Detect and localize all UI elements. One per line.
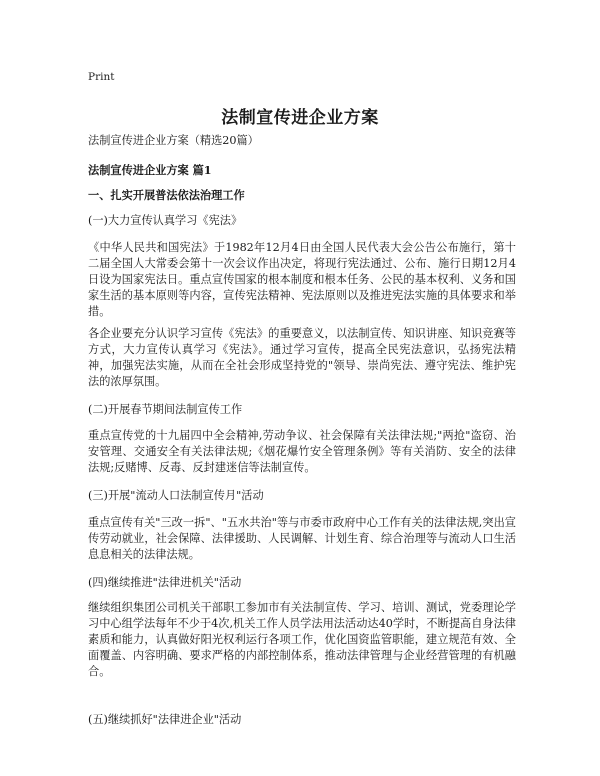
subheading-3: (三)开展"流动人口法制宣传月"活动 — [88, 489, 264, 502]
subheading-5: (五)继续抓好"法律进企业"活动 — [88, 713, 242, 726]
section-heading-1: 一、扎实开展普法依法治理工作 — [88, 188, 245, 202]
section-title: 法制宣传进企业方案 篇1 — [88, 163, 212, 177]
subheading-1: (一)大力宣传认真学习《宪法》 — [88, 214, 243, 227]
print-label[interactable]: Print — [88, 71, 115, 83]
paragraph-3: 重点宣传党的十九届四中全会精神,劳动争议、社会保障有关法律法规;"两抢"盗窃、治安管理、交通安全有关法律法规;《烟花爆竹安全管理条例》等有关消防、安全的法律法规;反赌博、反毒、反封建迷信等法制宣传。 — [88, 429, 516, 474]
paragraph-1: 《中华人民共和国宪法》于1982年12月4日由全国人民代表大会公告公布施行，第十二届全国人大常委会第十一次会议作出决定，将现行宪法通过、公布、施行日期12月4日设为国家宪法日。重点宣传国家的根本制度和根本任务、公民的基本权利、义务和国家生活的基本原则等内容，宣传宪法精神、宪法原则以及推进宪法实施的具体要求和举措。 — [88, 241, 516, 318]
paragraph-5: 继续组织集团公司机关干部职工参加市有关法制宣传、学习、培训、测试，党委理论学习中心组学法每年不少于4次,机关工作人员学法用法活动达40学时，不断提高自身法律素质和能力，认真做好阳光权利运行各项工作，优化国资监管职能，建立规范有效、全面覆盖、内容明确、要求严格的内部控制体系，推动法律管理与企业经营管理的有机融合。 — [88, 601, 516, 678]
paragraph-4: 重点宣传有关"三改一拆"、"五水共治"等与市委市政府中心工作有关的法律法规,突出宣传劳动就业，社会保障、法律援助、人民调解、计划生育、综合治理等与流动人口生活息息相关的法律法规。 — [88, 516, 516, 561]
subheading-4: (四)继续推进"法律进机关"活动 — [88, 576, 242, 589]
subheading-2: (二)开展春节期间法制宣传工作 — [88, 403, 243, 416]
page-title: 法制宣传进企业方案 — [221, 108, 379, 128]
subtitle: 法制宣传进企业方案（精选20篇） — [88, 134, 259, 147]
paragraph-2: 各企业要充分认识学习宣传《宪法》的重要意义，以法制宣传、知识讲座、知识竞赛等方式，大力宣传认真学习《宪法》。通过学习宣传，提高全民宪法意识，弘扬宪法精神，加强宪法实施，从而在全社会形成坚持党的"领导、崇尚宪法、遵守宪法、维护宪法的浓厚氛围。 — [88, 327, 516, 388]
